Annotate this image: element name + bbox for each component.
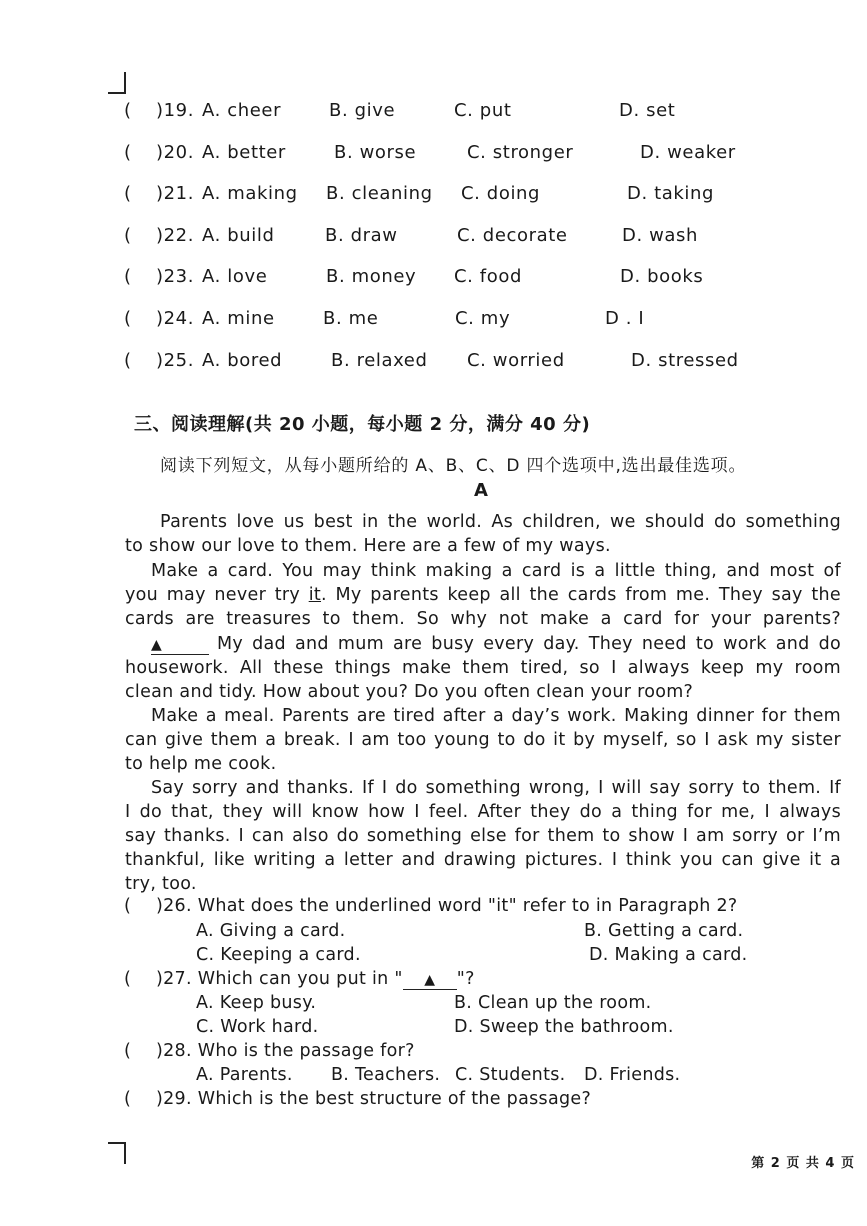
option-a: A. bored [202,350,283,371]
passage-line: thankful, like writing a letter and drawing pictures. I think you can give it a [125,850,841,870]
question-24 [0,308,867,334]
option-d: D. books [620,266,704,287]
option-d: D. weaker [640,142,736,163]
passage-line: Make a card. You may think making a card is a little thing, and most of [151,561,841,581]
question-27-stem: )27. Which can you put in " ▲ "? [156,969,475,989]
q27-option-d: D. Sweep the bathroom. [454,1017,674,1037]
option-b: B. draw [325,225,398,246]
option-d: D. stressed [631,350,739,371]
option-b: B. cleaning [326,183,433,204]
answer-bracket: ( [124,183,132,204]
question-number: )19. [156,100,195,121]
passage-line: ▲ My dad and mum are busy every day. They need to work and do [151,634,841,654]
answer-bracket: ( [124,896,132,916]
passage-line: cards are treasures to them. So why not make a card for your parents? [125,609,841,629]
q27-option-c: C. Work hard. [196,1017,319,1037]
q26-option-d: D. Making a card. [589,945,748,965]
option-c: C. doing [461,183,541,204]
option-a: A. mine [202,308,275,329]
question-21 [0,183,867,209]
question-26-stem: )26. What does the underlined word "it" refer to in Paragraph 2? [156,896,738,916]
q26-option-b: B. Getting a card. [584,921,744,941]
passage-line: say thanks. I can also do something else for them to show I am sorry or I’m [125,826,841,846]
section-instruction: 阅读下列短文，从每小题所给的 A、B、C、D 四个选项中,选出最佳选项。 [160,456,747,476]
passage-line: to show our love to them. Here are a few of my ways. [125,536,611,556]
page-number-footer: 第 2 页 共 4 页 [751,1156,855,1171]
q28-option-c: C. Students. [455,1065,566,1085]
answer-bracket: ( [124,225,132,246]
option-b: B. money [326,266,417,287]
q28-option-b: B. Teachers. [331,1065,441,1085]
option-c: C. worried [467,350,565,371]
q28-option-a: A. Parents. [196,1065,293,1085]
option-c: C. my [455,308,511,329]
question-19 [0,100,867,126]
q27-option-a: A. Keep busy. [196,993,317,1013]
answer-bracket: ( [124,308,132,329]
option-a: A. better [202,142,286,163]
question-22 [0,225,867,251]
option-d: D . I [605,308,645,329]
passage-line: housework. All these things make them tired, so I always keep my room [125,658,841,678]
passage-line: to help me cook. [125,754,277,774]
option-b: B. me [323,308,379,329]
passage-line: Make a meal. Parents are tired after a day’s work. Making dinner for them [151,706,841,726]
option-c: C. stronger [467,142,574,163]
passage-line: Say sorry and thanks. If I do something wrong, I will say sorry to them. If [151,778,841,798]
option-a: A. cheer [202,100,282,121]
question-23 [0,266,867,292]
answer-bracket: ( [124,1041,132,1061]
q26-option-c: C. Keeping a card. [196,945,361,965]
q27-option-b: B. Clean up the room. [454,993,652,1013]
question-number: )25. [156,350,195,371]
passage-line: can give them a break. I am too young to do it by myself, so I ask my sister [125,730,841,750]
passage-line: I do that, they will know how I feel. After they do a thing for me, I always [125,802,841,822]
answer-bracket: ( [124,350,132,371]
option-c: C. decorate [457,225,568,246]
passage-line: clean and tidy. How about you? Do you often clean your room? [125,682,694,702]
q28-option-d: D. Friends. [584,1065,681,1085]
option-b: B. worse [334,142,417,163]
question-number: )23. [156,266,195,287]
question-number: )21. [156,183,195,204]
question-28-stem: )28. Who is the passage for? [156,1041,415,1061]
passage-line: Parents love us best in the world. As children, we should do something [160,512,841,532]
answer-bracket: ( [124,100,132,121]
answer-bracket: ( [124,142,132,163]
option-c: C. food [454,266,522,287]
option-c: C. put [454,100,512,121]
passage-label: A [474,480,488,501]
question-number: )24. [156,308,195,329]
question-25 [0,350,867,376]
binding-corner-mark-top [108,72,126,94]
answer-bracket: ( [124,1089,132,1109]
option-d: D. taking [627,183,715,204]
answer-bracket: ( [124,266,132,287]
option-a: A. making [202,183,298,204]
option-d: D. wash [622,225,699,246]
binding-corner-mark-bottom [108,1142,126,1164]
option-a: A. build [202,225,275,246]
option-b: B. relaxed [331,350,428,371]
passage-line: you may never try it. My parents keep all the cards from me. They say the [125,585,841,605]
option-a: A. love [202,266,268,287]
blank-triangle: ▲ [403,971,457,990]
question-20 [0,142,867,168]
option-d: D. set [619,100,676,121]
option-b: B. give [329,100,396,121]
blank-triangle: ▲ [151,636,209,655]
q26-option-a: A. Giving a card. [196,921,346,941]
passage-line: try, too. [125,874,197,894]
question-number: )20. [156,142,195,163]
question-number: )22. [156,225,195,246]
underlined-word-it: it [308,585,322,605]
answer-bracket: ( [124,969,132,989]
section-heading: 三、阅读理解(共 20 小题，每小题 2 分，满分 40 分) [134,414,591,435]
question-29-stem: )29. Which is the best structure of the passage? [156,1089,592,1109]
